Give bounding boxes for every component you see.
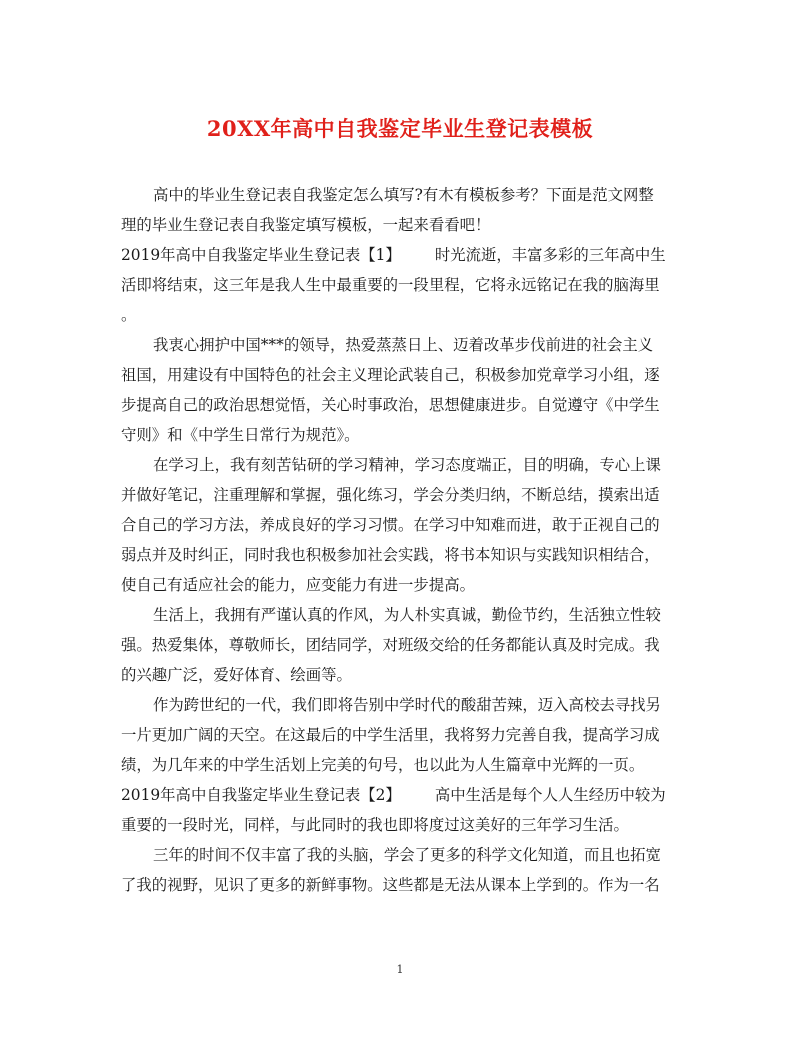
paragraph-line: 重要的一段时光，同样，与此同时的我也即将度过这美好的三年学习生活。 [121, 816, 629, 834]
paragraph-line: 强。热爱集体，尊敬师长，团结同学，对班级交给的任务都能认真及时完成。我 [121, 636, 660, 654]
paragraph-line: 守则》和《中学生日常行为规范》。 [121, 426, 360, 444]
paragraph-line: 合自己的学习方法，养成良好的学习习惯。在学习中知难而进，敢于正视自己的 [121, 516, 660, 534]
section-heading-line [121, 240, 671, 270]
paragraph-line: 三年的时间不仅丰富了我的头脑，学会了更多的科学文化知道，而且也拓宽 [153, 846, 661, 864]
section-heading-2: 2019年高中自我鉴定毕业生登记表【2】 [121, 786, 401, 804]
paragraph-line: 活即将结束，这三年是我人生中最重要的一段里程，它将永远铭记在我的脑海里 [121, 276, 660, 294]
paragraph-line: 一片更加广阔的天空。在这最后的中学生活里，我将努力完善自我，提高学习成 [121, 726, 660, 744]
paragraph-line: 了我的视野，见识了更多的新鲜事物。这些都是无法从课本上学到的。作为一名 [121, 876, 660, 894]
paragraph-line: 步提高自己的政治思想觉悟，关心时事政治，思想健康进步。自觉遵守《中学生 [121, 396, 660, 414]
document-title: 20XX年高中自我鉴定毕业生登记表模板 [206, 116, 594, 141]
paragraph-text: 时光流逝，丰富多彩的三年高中生 [434, 246, 666, 264]
document-body [121, 180, 671, 900]
paragraph-line: 的兴趣广泛，爱好体育、绘画等。 [121, 666, 352, 684]
paragraph-line: 并做好笔记，注重理解和掌握，强化练习，学会分类归纳，不断总结，摸索出适 [121, 486, 660, 504]
paragraph-line: 。 [121, 306, 137, 324]
paragraph-line: 使自己有适应社会的能力，应变能力有进一步提高。 [121, 576, 475, 594]
paragraph-line: 生活上，我拥有严谨认真的作风，为人朴实真诚，勤俭节约，生活独立性较 [153, 606, 661, 624]
paragraph-line: 作为跨世纪的一代，我们即将告别中学时代的酸甜苦辣，迈入高校去寻找另 [153, 696, 661, 714]
page-number: 1 [396, 963, 404, 976]
paragraph-line: 在学习上，我有刻苦钻研的学习精神，学习态度端正，目的明确，专心上课 [153, 456, 661, 474]
paragraph-line: 高中的毕业生登记表自我鉴定怎么填写?有木有模板参考？下面是范文网整 [153, 186, 654, 204]
paragraph-text: 高中生活是每个人人生经历中较为 [434, 786, 666, 804]
paragraph-line: 祖国，用建设有中国特色的社会主义理论武装自己，积极参加党章学习小组，逐 [121, 366, 660, 384]
section-heading-line [121, 780, 671, 810]
paragraph-line: 理的毕业生登记表自我鉴定填写模板，一起来看看吧！ [121, 216, 491, 234]
section-heading-1: 2019年高中自我鉴定毕业生登记表【1】 [121, 246, 401, 264]
paragraph-line: 绩，为几年来的中学生活划上完美的句号，也以此为人生篇章中光辉的一页。 [121, 756, 645, 774]
paragraph-line: 弱点并及时纠正，同时我也积极参加社会实践，将书本知识与实践知识相结合， [121, 546, 660, 564]
paragraph-line: 我衷心拥护中国***的领导，热爱蒸蒸日上、迈着改革步伐前进的社会主义 [153, 336, 654, 354]
